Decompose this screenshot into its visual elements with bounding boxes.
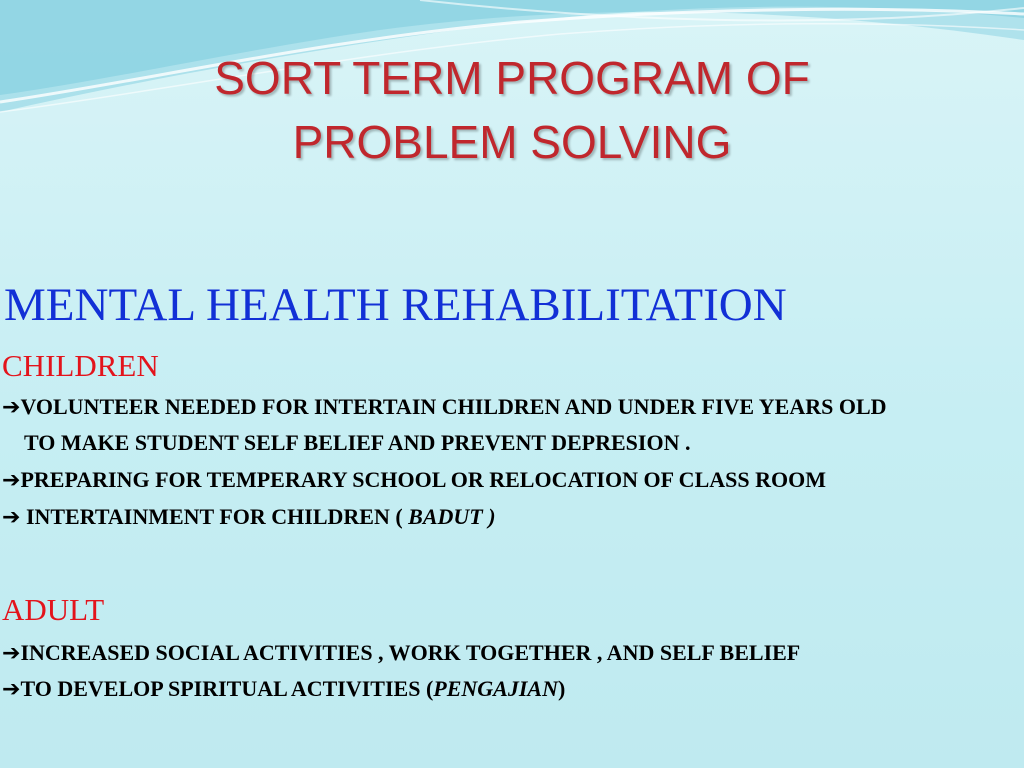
children-item-1-continued: TO MAKE STUDENT SELF BELIEF AND PREVENT DEPRESION . xyxy=(24,430,691,455)
children-item-3-italic: BADUT ) xyxy=(408,504,496,529)
children-item-2-text: PREPARING FOR TEMPERARY SCHOOL OR RELOCATION OF CLASS ROOM xyxy=(20,467,826,492)
adult-heading: ADULT xyxy=(2,592,105,627)
arrow-icon: ➔ xyxy=(2,677,21,702)
children-heading: CHILDREN xyxy=(2,348,159,383)
children-item-2 xyxy=(2,463,826,498)
adult-item-2-close: ) xyxy=(557,676,566,701)
children-item-3-text: INTERTAINMENT FOR CHILDREN ( xyxy=(20,504,409,529)
slide-title xyxy=(0,46,1024,174)
arrow-icon: ➔ xyxy=(2,505,21,530)
arrow-icon: ➔ xyxy=(2,395,21,420)
children-item-3 xyxy=(2,500,496,535)
adult-item-2-italic: PENGAJIAN xyxy=(433,676,558,701)
arrow-icon: ➔ xyxy=(2,468,21,493)
slide-subtitle: MENTAL HEALTH REHABILITATION xyxy=(4,279,787,331)
adult-item-1 xyxy=(2,636,800,671)
title-line-2: PROBLEM SOLVING xyxy=(292,116,732,168)
adult-item-2-text: TO DEVELOP SPIRITUAL ACTIVITIES ( xyxy=(20,676,434,701)
children-item-1 xyxy=(2,390,887,425)
adult-item-1-text: INCREASED SOCIAL ACTIVITIES , WORK TOGETHER , AND SELF BELIEF xyxy=(20,640,801,665)
arrow-icon: ➔ xyxy=(2,641,21,666)
title-line-1: SORT TERM PROGRAM OF xyxy=(214,52,810,104)
children-item-1-text: VOLUNTEER NEEDED FOR INTERTAIN CHILDREN AND UNDER FIVE YEARS OLD xyxy=(20,394,887,419)
adult-item-2 xyxy=(2,672,565,707)
